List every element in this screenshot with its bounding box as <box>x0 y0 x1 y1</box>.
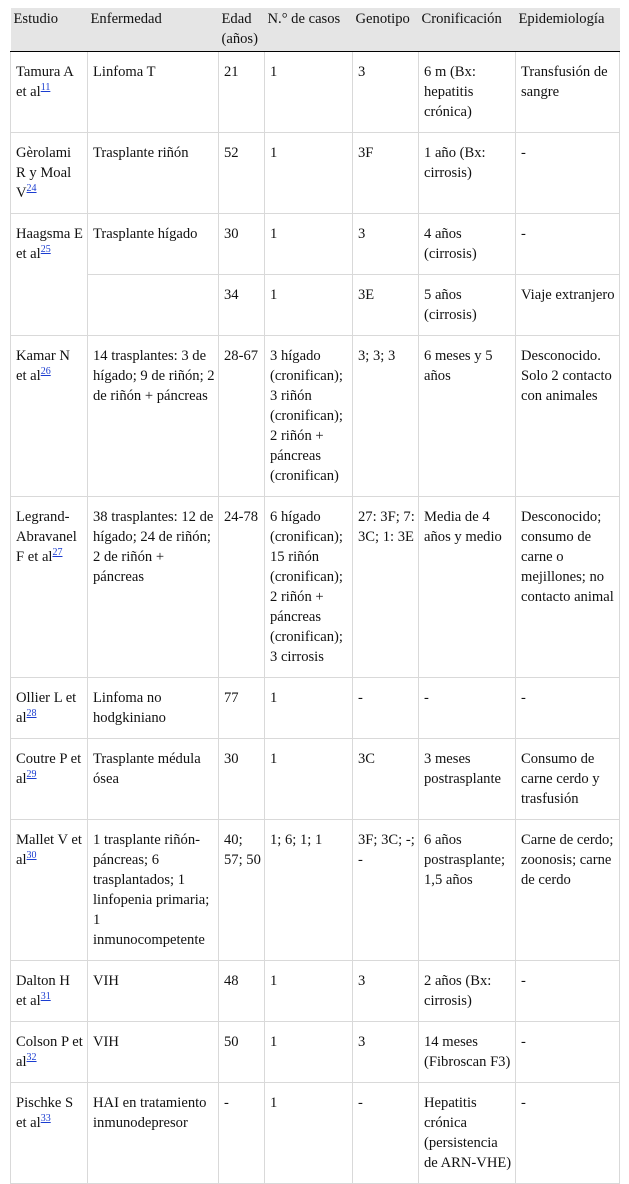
cell-enfermedad: Trasplante riñón <box>88 133 219 214</box>
cell-cronificacion: - <box>419 678 516 739</box>
cell-casos: 1 <box>265 739 353 820</box>
cell-epidemiologia: Transfusión de sangre <box>516 52 620 133</box>
cell-epidemiologia: Viaje extranjero <box>516 275 620 336</box>
cell-genotipo: 3; 3; 3 <box>353 336 419 497</box>
table-row <box>11 497 620 678</box>
cell-genotipo: 3F <box>353 133 419 214</box>
cell-enfermedad: 14 trasplantes: 3 de hígado; 9 de riñón; 2 de riñón + páncreas <box>88 336 219 497</box>
header-epidemiologia: Epidemiología <box>516 8 620 52</box>
author: Haagsma E et al <box>16 226 83 262</box>
cell-enfermedad: 38 trasplantes: 12 de hígado; 24 de riñón; 2 de riñón + páncreas <box>88 497 219 678</box>
table-row <box>11 961 620 1022</box>
table-row <box>11 1083 620 1184</box>
cell-casos: 1 <box>265 133 353 214</box>
cell-epidemiologia: Desconocido; consumo de carne o mejillones; no contacto animal <box>516 497 620 678</box>
cell-enfermedad: Linfoma no hodgkiniano <box>88 678 219 739</box>
cell-edad: 30 <box>219 214 265 275</box>
cell-cronificacion: 14 meses (Fibroscan F3) <box>419 1022 516 1083</box>
cell-genotipo: 27: 3F; 7: 3C; 1: 3E <box>353 497 419 678</box>
cell-edad: 52 <box>219 133 265 214</box>
header-edad: Edad (años) <box>219 8 265 52</box>
cell-estudio <box>11 336 88 497</box>
cell-enfermedad: VIH <box>88 1022 219 1083</box>
cell-genotipo: 3F; 3C; -; - <box>353 820 419 961</box>
header-cronificacion: Cronificación <box>419 8 516 52</box>
header-estudio: Estudio <box>11 8 88 52</box>
cell-cronificacion: 6 meses y 5 años <box>419 336 516 497</box>
reference-link[interactable]: 28 <box>26 708 37 720</box>
header-enfermedad: Enfermedad <box>88 8 219 52</box>
author: Ollier L et al <box>16 690 77 726</box>
cell-epidemiologia: Desconocido. Solo 2 contacto con animales <box>516 336 620 497</box>
author: Gèrolami R y Moal V <box>16 145 72 201</box>
cell-enfermedad: Trasplante hígado <box>88 214 219 275</box>
data-table-container <box>10 8 619 1184</box>
table-header-row <box>11 8 620 52</box>
cell-estudio <box>11 52 88 133</box>
cell-epidemiologia: - <box>516 1083 620 1184</box>
cell-edad: 50 <box>219 1022 265 1083</box>
cell-estudio <box>11 1022 88 1083</box>
table-row <box>11 133 620 214</box>
cell-epidemiologia: Carne de cerdo; zoonosis; carne de cerdo <box>516 820 620 961</box>
author: Dalton H et al <box>16 973 70 1009</box>
header-casos: N.° de casos <box>265 8 353 52</box>
cell-cronificacion: 2 años (Bx: cirrosis) <box>419 961 516 1022</box>
author: Kamar N et al <box>16 348 70 384</box>
cell-enfermedad: Trasplante médula ósea <box>88 739 219 820</box>
cell-epidemiologia: - <box>516 678 620 739</box>
table-row <box>11 214 620 275</box>
cell-genotipo: 3E <box>353 275 419 336</box>
cell-edad: 21 <box>219 52 265 133</box>
cell-genotipo: 3 <box>353 1022 419 1083</box>
table-row <box>11 52 620 133</box>
reference-link[interactable]: 24 <box>26 183 37 195</box>
cell-edad: 40; 57; 50 <box>219 820 265 961</box>
table-row <box>11 739 620 820</box>
cell-casos: 3 hígado (cronifican); 3 riñón (cronifican); 2 riñón + páncreas (cronifican) <box>265 336 353 497</box>
reference-link[interactable]: 25 <box>40 244 51 256</box>
cell-genotipo: - <box>353 678 419 739</box>
reference-link[interactable]: 32 <box>26 1052 37 1064</box>
cell-cronificacion: 3 meses postrasplante <box>419 739 516 820</box>
cell-genotipo: 3 <box>353 214 419 275</box>
cell-edad: - <box>219 1083 265 1184</box>
cell-cronificacion: 1 año (Bx: cirrosis) <box>419 133 516 214</box>
cell-casos: 1 <box>265 678 353 739</box>
cell-edad: 48 <box>219 961 265 1022</box>
cell-estudio <box>11 961 88 1022</box>
cell-enfermedad: 1 trasplante riñón-páncreas; 6 trasplantados; 1 linfopenia primaria; 1 inmunocompetente <box>88 820 219 961</box>
cell-enfermedad: HAI en tratamiento inmunodepresor <box>88 1083 219 1184</box>
cell-epidemiologia: Consumo de carne cerdo y trasfusión <box>516 739 620 820</box>
cell-epidemiologia: - <box>516 214 620 275</box>
cell-casos: 1 <box>265 275 353 336</box>
cell-cronificacion: 4 años (cirrosis) <box>419 214 516 275</box>
reference-link[interactable]: 30 <box>26 850 37 862</box>
cell-edad: 24-78 <box>219 497 265 678</box>
author: Tamura A et al <box>16 64 73 100</box>
cell-cronificacion: 5 años (cirrosis) <box>419 275 516 336</box>
cell-casos: 1 <box>265 52 353 133</box>
cell-epidemiologia: - <box>516 1022 620 1083</box>
cell-epidemiologia: - <box>516 133 620 214</box>
reference-link[interactable]: 33 <box>40 1113 51 1125</box>
cell-casos: 1 <box>265 1022 353 1083</box>
cell-estudio <box>11 497 88 678</box>
cell-edad: 30 <box>219 739 265 820</box>
table-row <box>11 678 620 739</box>
table-row <box>11 1022 620 1083</box>
author: Coutre P et al <box>16 751 82 787</box>
author: Colson P et al <box>16 1034 83 1070</box>
reference-link[interactable]: 27 <box>52 547 63 559</box>
cell-genotipo: 3 <box>353 52 419 133</box>
author: Legrand-Abravanel F et al <box>16 509 77 565</box>
cell-cronificacion: 6 años postrasplante; 1,5 años <box>419 820 516 961</box>
cell-estudio <box>11 133 88 214</box>
cell-genotipo: - <box>353 1083 419 1184</box>
table-row <box>11 275 620 336</box>
cell-edad: 28-67 <box>219 336 265 497</box>
cell-enfermedad: Linfoma T <box>88 52 219 133</box>
cell-enfermedad: VIH <box>88 961 219 1022</box>
table-row <box>11 336 620 497</box>
reference-link[interactable]: 31 <box>40 991 51 1003</box>
reference-link[interactable]: 29 <box>26 769 37 781</box>
cell-cronificacion: Media de 4 años y medio <box>419 497 516 678</box>
cell-enfermedad-empty <box>88 275 219 336</box>
reference-link[interactable]: 11 <box>40 82 51 94</box>
cell-estudio <box>11 678 88 739</box>
cell-genotipo: 3C <box>353 739 419 820</box>
header-genotipo: Genotipo <box>353 8 419 52</box>
cell-edad: 77 <box>219 678 265 739</box>
cell-casos: 1; 6; 1; 1 <box>265 820 353 961</box>
hepatitis-e-studies-table <box>10 8 620 1184</box>
cell-casos: 6 hígado (cronifican); 15 riñón (cronifican); 2 riñón + páncreas (cronifican); 3 cirrosis <box>265 497 353 678</box>
cell-casos: 1 <box>265 961 353 1022</box>
cell-estudio <box>11 739 88 820</box>
cell-estudio <box>11 820 88 961</box>
author: Mallet V et al <box>16 832 82 868</box>
author: Pischke S et al <box>16 1095 74 1131</box>
table-row <box>11 820 620 961</box>
cell-casos: 1 <box>265 1083 353 1184</box>
cell-estudio <box>11 214 88 336</box>
cell-cronificacion: Hepatitis crónica (persistencia de ARN-VHE) <box>419 1083 516 1184</box>
reference-link[interactable]: 26 <box>40 366 51 378</box>
cell-cronificacion: 6 m (Bx: hepatitis crónica) <box>419 52 516 133</box>
cell-estudio <box>11 1083 88 1184</box>
cell-casos: 1 <box>265 214 353 275</box>
cell-edad: 34 <box>219 275 265 336</box>
cell-epidemiologia: - <box>516 961 620 1022</box>
cell-genotipo: 3 <box>353 961 419 1022</box>
